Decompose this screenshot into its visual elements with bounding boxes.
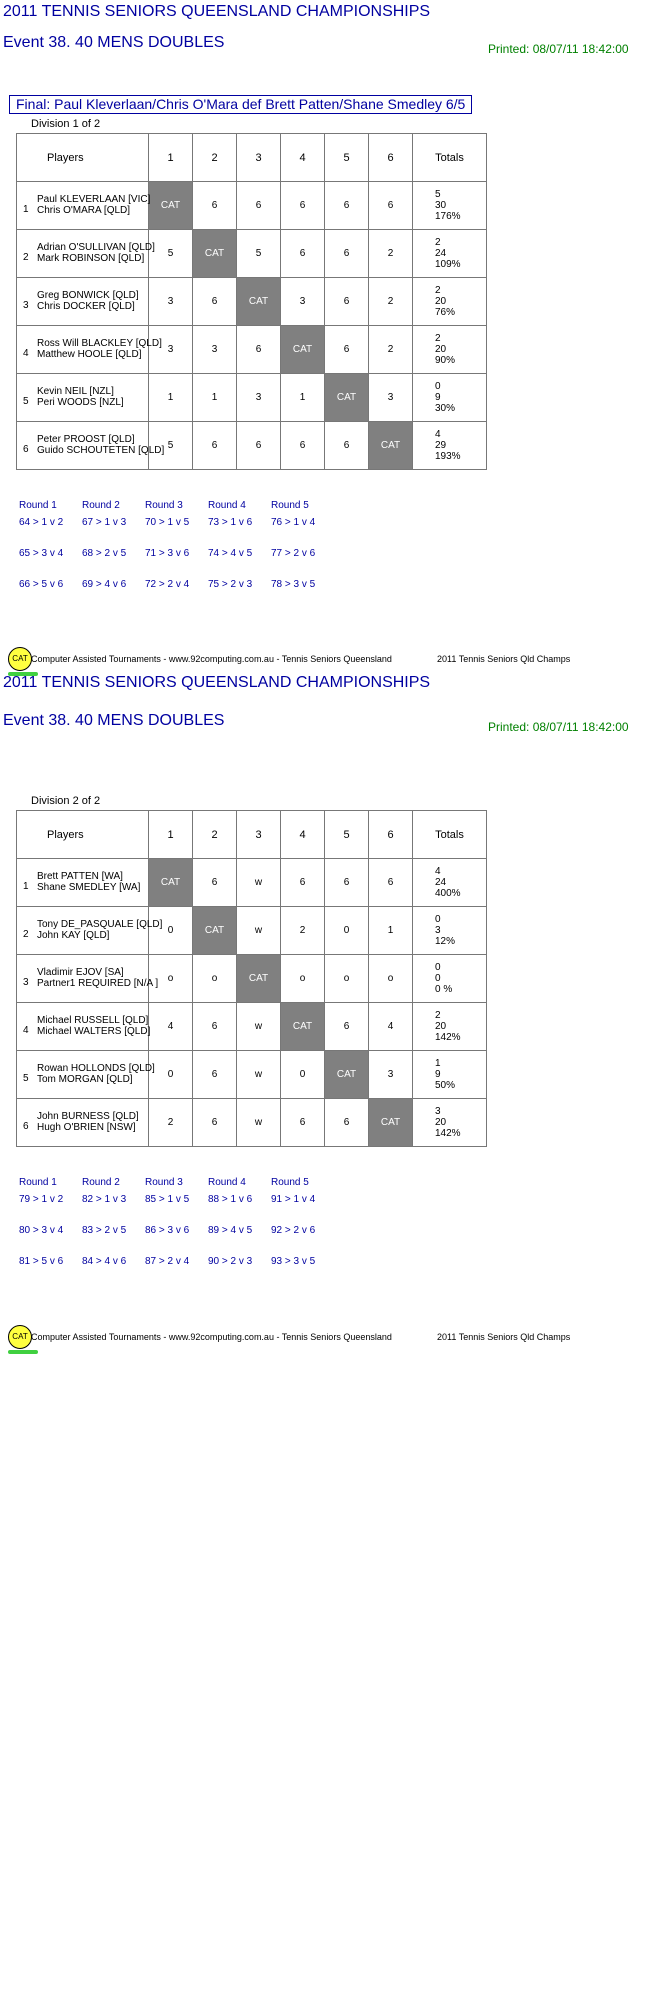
score-cell: o <box>193 955 237 1003</box>
score-cell: 6 <box>325 1003 369 1051</box>
row-number: 2 <box>23 929 29 940</box>
totals-games: 20 <box>435 1117 447 1128</box>
score-cell: w <box>237 1003 281 1051</box>
totals-games: 24 <box>435 248 447 259</box>
score-cell: 6 <box>325 1099 369 1147</box>
row-number: 3 <box>23 977 29 988</box>
match-entry: 74 > 4 v 5 <box>208 548 253 559</box>
totals-wins: 4 <box>435 866 441 877</box>
cat-logo-badge: CAT <box>8 1325 32 1349</box>
row-number: 1 <box>23 204 29 215</box>
totals-cell <box>413 955 487 1003</box>
round-heading: Round 2 <box>82 1177 120 1188</box>
printed-timestamp: Printed: 08/07/11 18:42:00 <box>488 42 629 56</box>
player-2-name: Chris DOCKER [QLD] <box>37 301 135 312</box>
score-cell: 6 <box>325 422 369 470</box>
match-entry: 79 > 1 v 2 <box>19 1194 64 1205</box>
cat-cell: CAT <box>193 907 237 955</box>
player-2-name: Guido SCHOUTETEN [QLD] <box>37 445 165 456</box>
totals-cell <box>413 1051 487 1099</box>
score-cell: 6 <box>193 182 237 230</box>
match-entry: 85 > 1 v 5 <box>145 1194 190 1205</box>
totals-wins: 2 <box>435 1010 441 1021</box>
header-col-2: 2 <box>193 134 237 182</box>
score-cell: 2 <box>281 907 325 955</box>
score-cell: 2 <box>369 230 413 278</box>
division-label: Division 2 of 2 <box>31 795 101 807</box>
totals-cell <box>413 278 487 326</box>
player-2-name: Chris O'MARA [QLD] <box>37 205 131 216</box>
header-col-6: 6 <box>369 811 413 859</box>
row-number: 4 <box>23 1025 29 1036</box>
header-totals: Totals <box>413 811 487 859</box>
score-cell: o <box>281 955 325 1003</box>
player-2-name: Michael WALTERS [QLD] <box>37 1026 151 1037</box>
totals-wins: 0 <box>435 962 441 973</box>
totals-percent: 76% <box>435 307 456 318</box>
header-col-1: 1 <box>149 134 193 182</box>
score-cell: 6 <box>193 1099 237 1147</box>
table-row <box>17 422 487 470</box>
header-col-5: 5 <box>325 134 369 182</box>
table-row <box>17 955 487 1003</box>
player-1-name: Tony DE_PASQUALE [QLD] <box>37 919 163 930</box>
round-heading: Round 3 <box>145 500 183 511</box>
score-cell: 2 <box>149 1099 193 1147</box>
player-1-name: Vladimir EJOV [SA] <box>37 967 124 978</box>
score-cell: 6 <box>325 859 369 907</box>
header-players-label: Players <box>47 828 84 841</box>
round-column <box>19 500 83 610</box>
final-result: Final: Paul Kleverlaan/Chris O'Mara def Brett Patten/Shane Smedley 6/5 <box>9 95 472 114</box>
table-header-row <box>17 134 487 182</box>
score-cell: 4 <box>369 1003 413 1051</box>
match-entry: 80 > 3 v 4 <box>19 1225 64 1236</box>
score-cell: 1 <box>281 374 325 422</box>
row-number: 2 <box>23 252 29 263</box>
player-1-name: Peter PROOST [QLD] <box>37 434 135 445</box>
totals-games: 3 <box>435 925 441 936</box>
rounds-division-2 <box>19 1177 359 1277</box>
player-cell <box>17 1051 155 1099</box>
player-names <box>37 871 140 893</box>
totals-cell <box>413 907 487 955</box>
match-entry: 92 > 2 v 6 <box>271 1225 316 1236</box>
score-cell: 5 <box>149 230 193 278</box>
cat-cell: CAT <box>237 955 281 1003</box>
event-title: Event 38. 40 MENS DOUBLES <box>3 712 225 729</box>
player-names <box>37 194 150 216</box>
totals-games: 0 <box>435 973 441 984</box>
round-column <box>145 1177 209 1287</box>
score-cell: 5 <box>237 230 281 278</box>
table-row <box>17 1003 487 1051</box>
round-heading: Round 5 <box>271 1177 309 1188</box>
player-2-name: John KAY [QLD] <box>37 930 110 941</box>
match-entry: 84 > 4 v 6 <box>82 1256 127 1267</box>
player-1-name: Greg BONWICK [QLD] <box>37 290 139 301</box>
table-row <box>17 278 487 326</box>
match-entry: 91 > 1 v 4 <box>271 1194 316 1205</box>
player-names <box>37 1063 155 1085</box>
row-number: 6 <box>23 1121 29 1132</box>
score-cell: w <box>237 907 281 955</box>
match-entry: 88 > 1 v 6 <box>208 1194 253 1205</box>
page-title: 2011 TENNIS SENIORS QUEENSLAND CHAMPIONSHIPS <box>3 674 431 691</box>
cat-cell: CAT <box>369 422 413 470</box>
match-entry: 82 > 1 v 3 <box>82 1194 127 1205</box>
totals-cell <box>413 326 487 374</box>
totals-games: 24 <box>435 877 447 888</box>
score-cell: 4 <box>149 1003 193 1051</box>
score-cell: 6 <box>193 278 237 326</box>
player-1-name: Rowan HOLLONDS [QLD] <box>37 1063 155 1074</box>
score-cell: o <box>325 955 369 1003</box>
match-entry: 86 > 3 v 6 <box>145 1225 190 1236</box>
match-entry: 64 > 1 v 2 <box>19 517 64 528</box>
header-col-4: 4 <box>281 134 325 182</box>
player-cell <box>17 182 149 230</box>
player-cell <box>17 1003 149 1051</box>
totals-games: 20 <box>435 344 447 355</box>
totals-cell <box>413 230 487 278</box>
header-col-3: 3 <box>237 811 281 859</box>
totals-cell <box>413 422 487 470</box>
score-cell: 6 <box>281 422 325 470</box>
score-cell: 6 <box>325 182 369 230</box>
player-2-name: Hugh O'BRIEN [NSW] <box>37 1122 136 1133</box>
totals-wins: 5 <box>435 189 441 200</box>
table-header-row <box>17 811 487 859</box>
round-column <box>271 500 335 610</box>
header-col-3: 3 <box>237 134 281 182</box>
row-number: 5 <box>23 1073 29 1084</box>
match-entry: 65 > 3 v 4 <box>19 548 64 559</box>
header-totals: Totals <box>413 134 487 182</box>
score-cell: 6 <box>369 859 413 907</box>
score-cell: 0 <box>281 1051 325 1099</box>
score-cell: 5 <box>149 422 193 470</box>
match-entry: 66 > 5 v 6 <box>19 579 64 590</box>
player-1-name: Michael RUSSELL [QLD] <box>37 1015 149 1026</box>
page-title: 2011 TENNIS SENIORS QUEENSLAND CHAMPIONSHIPS <box>3 3 431 20</box>
totals-cell <box>413 1099 487 1147</box>
score-cell: 6 <box>193 859 237 907</box>
score-cell: 3 <box>149 278 193 326</box>
footer-tournament: 2011 Tennis Seniors Qld Champs <box>437 1332 571 1342</box>
player-names <box>37 290 139 312</box>
round-heading: Round 4 <box>208 1177 246 1188</box>
totals-wins: 0 <box>435 381 441 392</box>
header-players-label: Players <box>47 151 84 164</box>
match-entry: 83 > 2 v 5 <box>82 1225 127 1236</box>
match-entry: 76 > 1 v 4 <box>271 517 316 528</box>
match-entry: 71 > 3 v 6 <box>145 548 190 559</box>
score-cell: 2 <box>369 326 413 374</box>
totals-percent: 30% <box>435 403 456 414</box>
round-heading: Round 4 <box>208 500 246 511</box>
cat-logo-badge: CAT <box>8 647 32 671</box>
player-names <box>37 1111 139 1133</box>
player-names <box>37 242 155 264</box>
round-column <box>82 500 146 610</box>
player-cell <box>17 955 159 1003</box>
score-cell: 6 <box>281 230 325 278</box>
player-1-name: Brett PATTEN [WA] <box>37 871 123 882</box>
round-heading: Round 1 <box>19 500 57 511</box>
header-col-2: 2 <box>193 811 237 859</box>
header-col-4: 4 <box>281 811 325 859</box>
table-row <box>17 1099 487 1147</box>
totals-games: 9 <box>435 1069 441 1080</box>
round-heading: Round 5 <box>271 500 309 511</box>
player-names <box>37 386 124 408</box>
event-title: Event 38. 40 MENS DOUBLES <box>3 34 225 51</box>
player-names <box>37 919 162 941</box>
score-cell: o <box>369 955 413 1003</box>
cat-cell: CAT <box>325 374 369 422</box>
score-cell: o <box>149 955 193 1003</box>
round-heading: Round 3 <box>145 1177 183 1188</box>
score-cell: 6 <box>325 326 369 374</box>
cat-cell: CAT <box>281 1003 325 1051</box>
score-cell: 1 <box>193 374 237 422</box>
totals-percent: 142% <box>435 1128 461 1139</box>
score-cell: 2 <box>369 278 413 326</box>
cat-cell: CAT <box>325 1051 369 1099</box>
round-column <box>145 500 209 610</box>
header-col-5: 5 <box>325 811 369 859</box>
totals-wins: 3 <box>435 1106 441 1117</box>
player-2-name: Mark ROBINSON [QLD] <box>37 253 145 264</box>
totals-cell <box>413 374 487 422</box>
player-1-name: Adrian O'SULLIVAN [QLD] <box>37 242 155 253</box>
player-names <box>37 434 164 456</box>
score-cell: 6 <box>193 1051 237 1099</box>
header-players <box>17 134 149 182</box>
score-cell: 6 <box>281 182 325 230</box>
match-entry: 75 > 2 v 3 <box>208 579 253 590</box>
totals-percent: 0 % <box>435 984 453 995</box>
score-cell: 3 <box>193 326 237 374</box>
totals-wins: 2 <box>435 333 441 344</box>
player-names <box>37 338 162 360</box>
score-cell: 0 <box>149 907 193 955</box>
player-2-name: Peri WOODS [NZL] <box>37 397 124 408</box>
totals-games: 20 <box>435 296 447 307</box>
totals-percent: 193% <box>435 451 461 462</box>
cat-cell: CAT <box>149 859 193 907</box>
player-cell <box>17 326 162 374</box>
match-entry: 87 > 2 v 4 <box>145 1256 190 1267</box>
player-2-name: Partner1 REQUIRED [N/A ] <box>37 978 159 989</box>
player-cell <box>17 230 155 278</box>
player-2-name: Tom MORGAN [QLD] <box>37 1074 133 1085</box>
player-1-name: John BURNESS [QLD] <box>37 1111 139 1122</box>
player-1-name: Kevin NEIL [NZL] <box>37 386 114 397</box>
totals-wins: 2 <box>435 285 441 296</box>
score-cell: 3 <box>369 374 413 422</box>
round-heading: Round 1 <box>19 1177 57 1188</box>
totals-percent: 176% <box>435 211 461 222</box>
player-cell <box>17 859 149 907</box>
score-cell: 6 <box>237 182 281 230</box>
totals-percent: 109% <box>435 259 461 270</box>
match-entry: 93 > 3 v 5 <box>271 1256 316 1267</box>
score-cell: 6 <box>237 422 281 470</box>
cat-cell: CAT <box>281 326 325 374</box>
match-entry: 69 > 4 v 6 <box>82 579 127 590</box>
draw-table-division-1 <box>16 133 487 470</box>
totals-wins: 0 <box>435 914 441 925</box>
player-cell <box>17 907 163 955</box>
score-cell: 0 <box>325 907 369 955</box>
row-number: 6 <box>23 444 29 455</box>
score-cell: 6 <box>325 230 369 278</box>
round-column <box>208 500 272 610</box>
player-2-name: Matthew HOOLE [QLD] <box>37 349 142 360</box>
draw-table-division-2 <box>16 810 487 1147</box>
table-row <box>17 326 487 374</box>
cat-logo-underline <box>8 1350 38 1354</box>
round-column <box>19 1177 83 1287</box>
round-column <box>271 1177 335 1287</box>
round-column <box>82 1177 146 1287</box>
totals-percent: 12% <box>435 936 456 947</box>
table-row <box>17 907 487 955</box>
round-heading: Round 2 <box>82 500 120 511</box>
totals-games: 9 <box>435 392 441 403</box>
cat-cell: CAT <box>237 278 281 326</box>
totals-wins: 4 <box>435 429 441 440</box>
match-entry: 77 > 2 v 6 <box>271 548 316 559</box>
totals-percent: 400% <box>435 888 461 899</box>
match-entry: 68 > 2 v 5 <box>82 548 127 559</box>
table-row <box>17 182 487 230</box>
row-number: 1 <box>23 881 29 892</box>
player-cell <box>17 278 149 326</box>
match-entry: 73 > 1 v 6 <box>208 517 253 528</box>
printed-timestamp: Printed: 08/07/11 18:42:00 <box>488 720 629 734</box>
score-cell: 0 <box>149 1051 193 1099</box>
totals-percent: 90% <box>435 355 456 366</box>
totals-cell <box>413 182 487 230</box>
totals-games: 20 <box>435 1021 447 1032</box>
match-entry: 70 > 1 v 5 <box>145 517 190 528</box>
table-row <box>17 859 487 907</box>
match-entry: 72 > 2 v 4 <box>145 579 190 590</box>
match-entry: 81 > 5 v 6 <box>19 1256 64 1267</box>
totals-wins: 2 <box>435 237 441 248</box>
totals-games: 29 <box>435 440 447 451</box>
score-cell: w <box>237 859 281 907</box>
footer-tournament: 2011 Tennis Seniors Qld Champs <box>437 654 571 664</box>
score-cell: 6 <box>325 278 369 326</box>
player-2-name: Shane SMEDLEY [WA] <box>37 882 141 893</box>
score-cell: 3 <box>149 326 193 374</box>
row-number: 5 <box>23 396 29 407</box>
row-number: 4 <box>23 348 29 359</box>
score-cell: 6 <box>369 182 413 230</box>
cat-cell: CAT <box>149 182 193 230</box>
header-col-6: 6 <box>369 134 413 182</box>
match-entry: 78 > 3 v 5 <box>271 579 316 590</box>
header-col-1: 1 <box>149 811 193 859</box>
totals-games: 30 <box>435 200 447 211</box>
score-cell: 1 <box>149 374 193 422</box>
score-cell: 6 <box>193 1003 237 1051</box>
match-entry: 67 > 1 v 3 <box>82 517 127 528</box>
header-players <box>17 811 149 859</box>
score-cell: 6 <box>281 1099 325 1147</box>
rounds-division-1 <box>19 500 359 600</box>
totals-wins: 1 <box>435 1058 441 1069</box>
round-column <box>208 1177 272 1287</box>
player-names <box>37 1015 150 1037</box>
footer-credit: Computer Assisted Tournaments - www.92computing.com.au - Tennis Seniors Queensland <box>31 1332 392 1342</box>
row-number: 3 <box>23 300 29 311</box>
score-cell: w <box>237 1051 281 1099</box>
match-entry: 90 > 2 v 3 <box>208 1256 253 1267</box>
cat-cell: CAT <box>369 1099 413 1147</box>
table-row <box>17 1051 487 1099</box>
totals-percent: 142% <box>435 1032 461 1043</box>
score-cell: 3 <box>369 1051 413 1099</box>
player-cell <box>17 422 165 470</box>
score-cell: 3 <box>281 278 325 326</box>
score-cell: 6 <box>281 859 325 907</box>
player-names <box>37 967 158 989</box>
table-row <box>17 230 487 278</box>
player-cell <box>17 1099 149 1147</box>
division-label: Division 1 of 2 <box>31 118 101 130</box>
score-cell: 3 <box>237 374 281 422</box>
match-entry: 89 > 4 v 5 <box>208 1225 253 1236</box>
footer-credit: Computer Assisted Tournaments - www.92computing.com.au - Tennis Seniors Queensland <box>31 654 392 664</box>
player-1-name: Ross Will BLACKLEY [QLD] <box>37 338 162 349</box>
table-row <box>17 374 487 422</box>
score-cell: w <box>237 1099 281 1147</box>
player-cell <box>17 374 149 422</box>
score-cell: 1 <box>369 907 413 955</box>
score-cell: 6 <box>237 326 281 374</box>
totals-cell <box>413 1003 487 1051</box>
totals-percent: 50% <box>435 1080 456 1091</box>
cat-cell: CAT <box>193 230 237 278</box>
totals-cell <box>413 859 487 907</box>
player-1-name: Paul KLEVERLAAN [VIC] <box>37 194 151 205</box>
score-cell: 6 <box>193 422 237 470</box>
